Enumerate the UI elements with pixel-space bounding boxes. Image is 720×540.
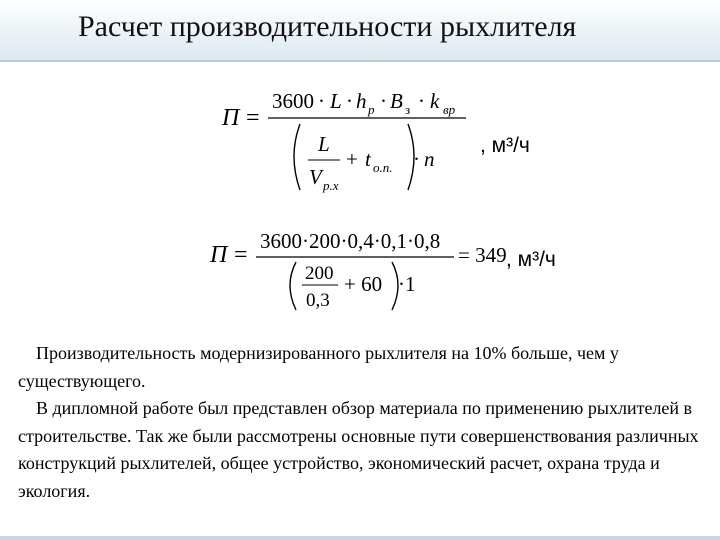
unit-numeric: , м³/ч [506,248,556,271]
paragraph-conclusion-2: В дипломной работе был представлен обзор материала по применению рыхлителей в строительстве. Так же были рассмотрены основные пути совершенствования различных конструкций рыхлителей, общее устройство, экономический расчет, охрана труда и экология. [18,398,699,501]
numeric-multiplier: ·1 [398,272,416,296]
n-var: n [424,147,435,171]
t-sub: о.п. [373,160,393,175]
svg-text:·: · [418,89,425,113]
numeric-result: = 349 [458,243,507,267]
svg-text:·: · [346,89,353,113]
numeric-left-paren [290,262,296,310]
inner-frac-num: L [318,132,330,156]
svg-text:·: · [318,89,325,113]
numeric-equals: = [234,242,248,268]
numeric-lhs: П [210,242,228,268]
formula-equals: = [246,105,260,131]
svg-text:·: · [380,89,387,113]
numerator-sub-p: р [368,102,375,117]
body-text [18,340,708,505]
numerator-sub-z: з [405,102,411,117]
paragraph-conclusion-1: Производительность модернизированного рыхлителя на 10% больше, чем у существующего. [18,343,619,391]
left-paren [294,124,300,190]
numeric-plus-term: + 60 [344,272,383,296]
numeric-frac-num: 200 [305,263,334,284]
numerator-var-b: B [390,89,403,113]
formula-lhs: П [222,105,240,131]
formula-general [221,89,530,193]
svg-text:·: · [413,147,420,171]
inner-frac-den-sub: р.х [323,178,339,193]
numerator-var-l: L [330,89,342,113]
numeric-frac-den: 0,3 [306,290,330,311]
inner-frac-den: V [309,165,322,189]
numeric-numerator: 3600·200·0,4·0,1·0,8 [260,229,441,253]
numerator-var-k: k [430,89,440,113]
bottom-accent-line [0,536,720,540]
numerator-sub-vr: вр [443,102,456,117]
t-var: t [365,147,371,171]
formula-numeric [209,229,556,311]
numerator-var-h: h [356,89,367,113]
slide-title: Расчет производительности рыхлителя [78,10,577,43]
plus-sign: + [346,147,358,171]
unit-general: , м³/ч [480,134,530,157]
numerator-const: 3600 [272,89,314,113]
